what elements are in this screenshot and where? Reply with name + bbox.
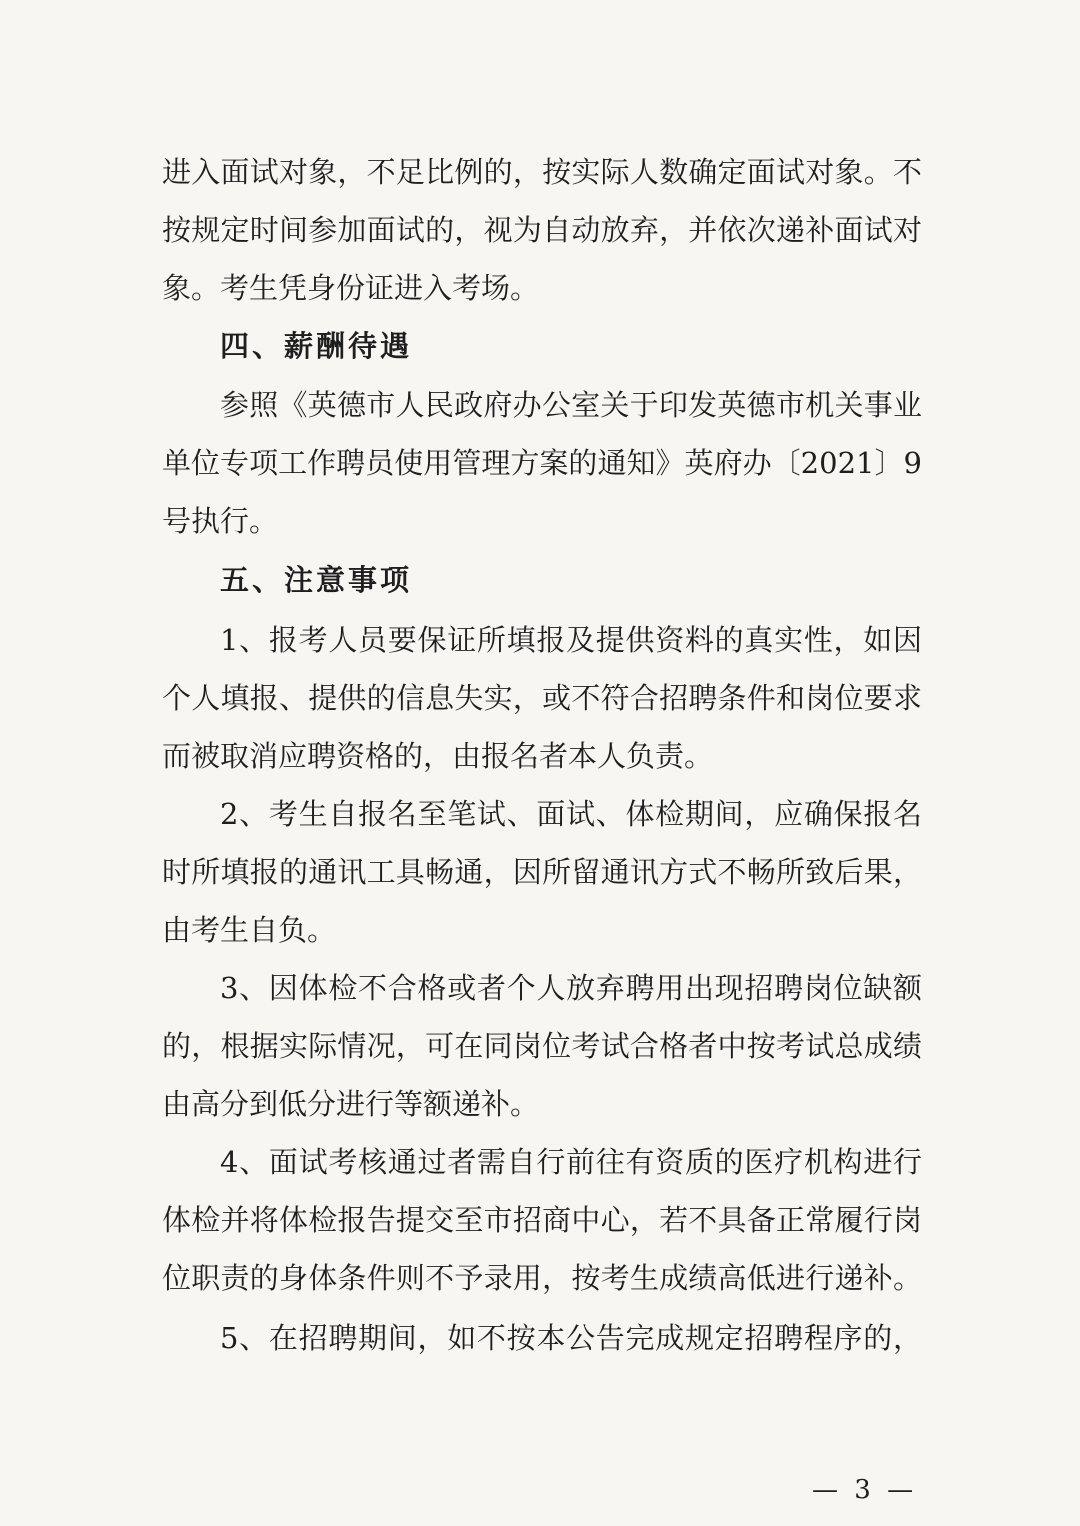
text-line: 按规定时间参加面试的，视为自动放弃，并依次递补面试对	[162, 213, 922, 247]
page-number: — 3 —	[812, 1475, 918, 1505]
text-line: 由高分到低分进行等额递补。	[162, 1087, 540, 1121]
section-heading-notes: 五、注意事项	[220, 563, 413, 597]
text-line: 4、面试考核通过者需自行前往有资质的医疗机构进行	[220, 1145, 922, 1179]
text-line: 号执行。	[162, 504, 279, 538]
text-line: 的，根据实际情况，可在同岗位考试合格者中按考试总成绩	[162, 1029, 922, 1063]
text-line: 3、因体检不合格或者个人放弃聘用出现招聘岗位缺额	[220, 971, 922, 1005]
text-line: 单位专项工作聘员使用管理方案的通知》英府办〔2021〕9	[162, 446, 922, 480]
section-heading-salary: 四、薪酬待遇	[220, 329, 413, 363]
text-line: 进入面试对象，不足比例的，按实际人数确定面试对象。不	[162, 155, 922, 189]
text-line: 1、报考人员要保证所填报及提供资料的真实性，如因	[220, 623, 922, 657]
text-line: 5、在招聘期间，如不按本公告完成规定招聘程序的，	[220, 1321, 922, 1355]
text-line: 体检并将体检报告提交至市招商中心，若不具备正常履行岗	[162, 1203, 922, 1237]
text-line: 个人填报、提供的信息失实，或不符合招聘条件和岗位要求	[162, 681, 922, 715]
text-line: 2、考生自报名至笔试、面试、体检期间，应确保报名	[220, 797, 922, 831]
text-line: 象。考生凭身份证进入考场。	[162, 271, 540, 305]
text-line: 参照《英德市人民政府办公室关于印发英德市机关事业	[220, 388, 922, 422]
text-line: 位职责的身体条件则不予录用，按考生成绩高低进行递补。	[162, 1261, 922, 1295]
text-line: 时所填报的通讯工具畅通，因所留通讯方式不畅所致后果，	[162, 855, 922, 889]
text-line: 而被取消应聘资格的，由报名者本人负责。	[162, 739, 714, 773]
text-line: 由考生自负。	[162, 913, 337, 947]
